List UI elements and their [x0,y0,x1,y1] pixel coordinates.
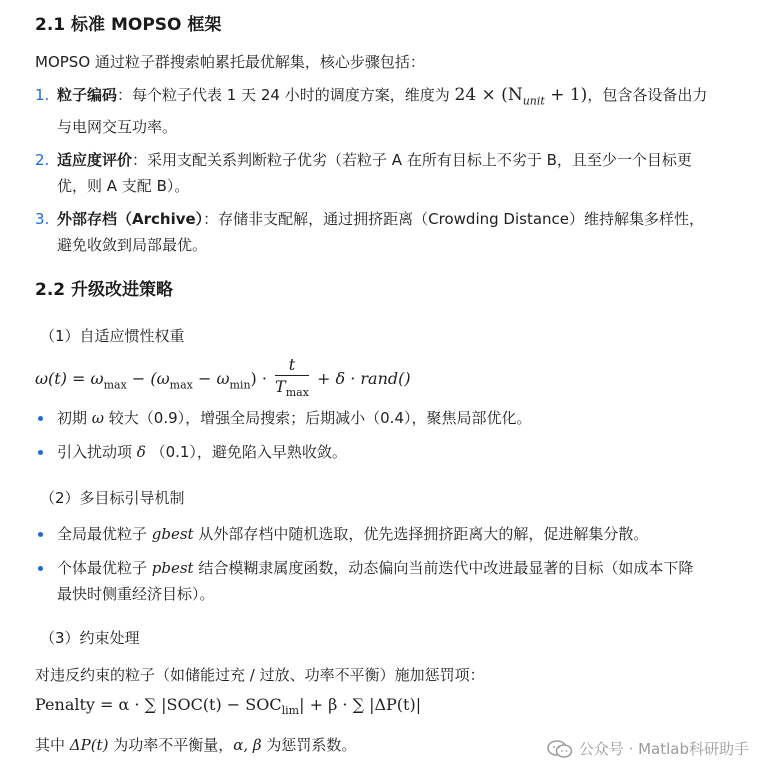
list-item: 初期 ω 较大（0.9），增强全局搜索；后期减小（0.4），聚焦局部优化。 [35,405,747,431]
constraint-intro: 对违反约束的粒子（如储能过充 / 过放、功率不平衡）施加惩罚项： [35,666,485,684]
constraint-outro: 其中 ΔP(t) 为功率不平衡量，α, β 为惩罚系数。 [35,736,357,754]
wechat-icon [547,739,573,759]
section1-intro: MOPSO 通过粒子群搜索帕累托最优解集，核心步骤包括： [35,53,425,71]
list-number: 1. [35,86,50,104]
watermark [547,738,749,759]
list-item: 个体最优粒子 pbest 结合模糊隶属度函数，动态偏向当前迭代中改进最显著的目标（如成本下降 最快时侧重经济目标）。 [35,555,747,607]
list-item: 3. 外部存档（Archive）：存储非支配解，通过拥挤距离（Crowding Distance）维持解集多样性， 避免收敛到局部最优。 [35,206,747,258]
section-heading-2-1: 2.1 标准 MOPSO 框架 [35,15,222,35]
ordered-list [35,82,747,265]
subheading-multi-objective: （2）多目标引导机制 [40,489,185,507]
list-item-bold: 粒子编码 [57,86,118,104]
list-item-bold: 适应度评价 [57,151,133,170]
list-item: 全局最优粒子 gbest 从外部存档中随机选取，优先选择拥挤距离大的解，促进解集分散。 [35,521,747,547]
list-item: 1. 粒子编码：每个粒子代表 1 天 24 小时的调度方案，维度为 $24 \times (N_{unit} + 1)$，包含各设备出力 与电网交互功率。 [35,82,747,140]
bullet-dot [38,416,43,421]
section-heading-2-2: 2.2 升级改进策略 [35,280,174,300]
list-item-bold: 外部存档（Archive） [57,210,204,229]
list-number: 2. [35,151,50,170]
formula-penalty: Penalty = α · ∑ $|SOC(t) - SOC_{lim}| + \beta$ · ∑ |ΔP(t)| [35,695,422,718]
list-item: 2. 适应度评价：采用支配关系判断粒子优劣（若粒子 A 在所有目标上不劣于 B，且至少一个目标更 优，则 A 支配 B）。 [35,147,747,199]
bullet-dot [38,532,43,537]
subheading-adaptive-inertia: （1）自适应惯性权重 [40,327,185,345]
watermark-text: 公众号 · Matlab科研助手 [578,740,749,758]
list-item: 引入扰动项 δ （0.1），避免陷入早熟收敛。 [35,439,747,465]
subheading-constraint: （3）约束处理 [40,629,140,647]
bullet-dot [38,566,43,571]
bullet-list-inertia [35,405,747,473]
list-number: 3. [35,210,50,229]
bullet-dot [38,450,43,455]
bullet-list-guidance [35,521,747,615]
formula-inertia-weight: $\omega(t) = \omega_{max} - (\omega_{max} - \omega_{min})$ · $\frac{t}{T_{max}}$ + δ · rand() [35,355,411,400]
